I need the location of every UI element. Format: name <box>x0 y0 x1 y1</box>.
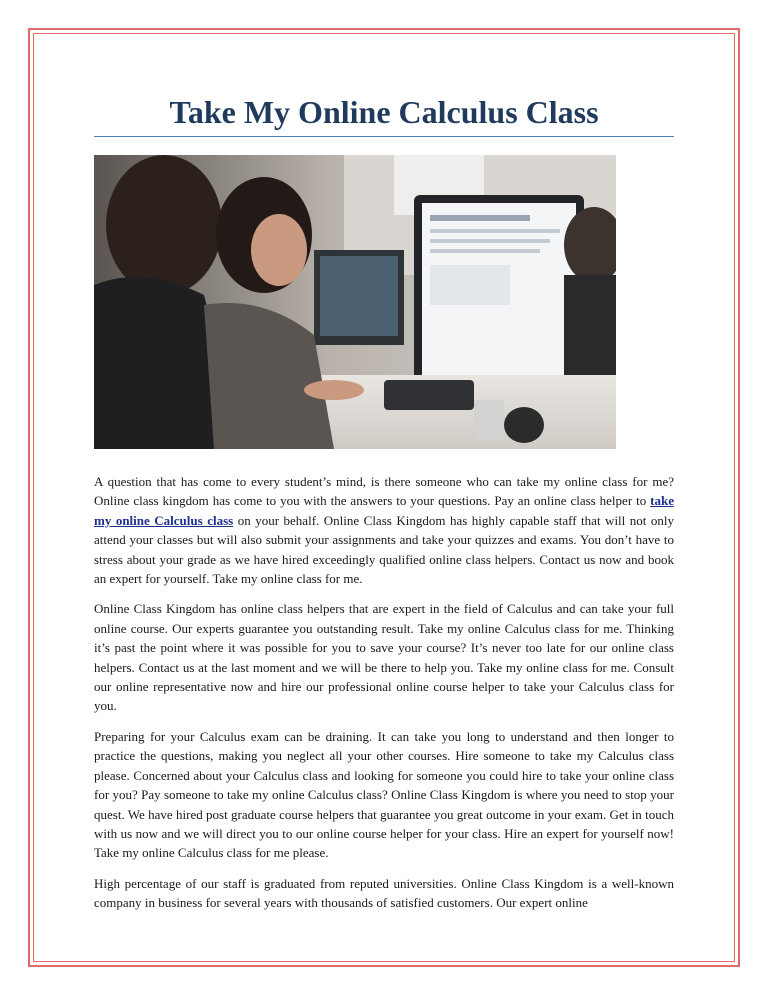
paragraph-1-text-a: A question that has come to every student’s mind, is there someone who can take my online class for me? Online class kingdom has come to you with the answers to your questions. Pay an online class helper to <box>94 474 674 509</box>
paragraph-4: High percentage of our staff is graduated from reputed universities. Online Class Kingdom is a well-known company in business for several years with thousands of satisfied customers. Our expert online <box>94 875 674 911</box>
page-title: Take My Online Calculus Class <box>169 94 599 130</box>
take-my-online-calculus-class-link[interactable]: take my online Calculus class <box>94 493 674 528</box>
paragraph-1 <box>94 472 674 588</box>
article-body <box>94 472 674 924</box>
paragraph-2: Online Class Kingdom has online class helpers that are expert in the field of Calculus and can take your full online course. Our experts guarantee you outstanding result. Take my online Calculus class for me. Thinking it’s past the point where it was possible for you to save your course? It’s never too late for our online class helpers. Contact us at the last moment and we will be there to help you. Take my online class for me. Consult our online representative now and hire our professional online course helper to take your Calculus class for you. <box>94 601 674 714</box>
students-at-computers-photo <box>94 155 616 449</box>
title-underline <box>94 136 674 137</box>
paragraph-3: Preparing for your Calculus exam can be draining. It can take you long to understand and then longer to practice the questions, making you neglect all your other courses. Hire someone to take my Calculus class please. Concerned about your Calculus class and looking for someone you could hire to take your online class for you? Pay someone to take my online Calculus class? Online Class Kingdom is where you need to stop your quest. We have hired post graduate course helpers that guarantee you great outcome in your exam. Get in touch with us now and we will direct you to our online course helper for your class. Hire an expert for yourself now! Take my online Calculus class for me please. <box>94 728 674 861</box>
paragraph-1-text-b: on your behalf. Online Class Kingdom has highly capable staff that will not only attend your classes but will also submit your assignments and take your quizzes and exams. You don’t have to stress about your grade as we have hired exceedingly qualified online class helpers. Contact us now and book an expert for yourself. Take my online class for me. <box>94 512 675 587</box>
